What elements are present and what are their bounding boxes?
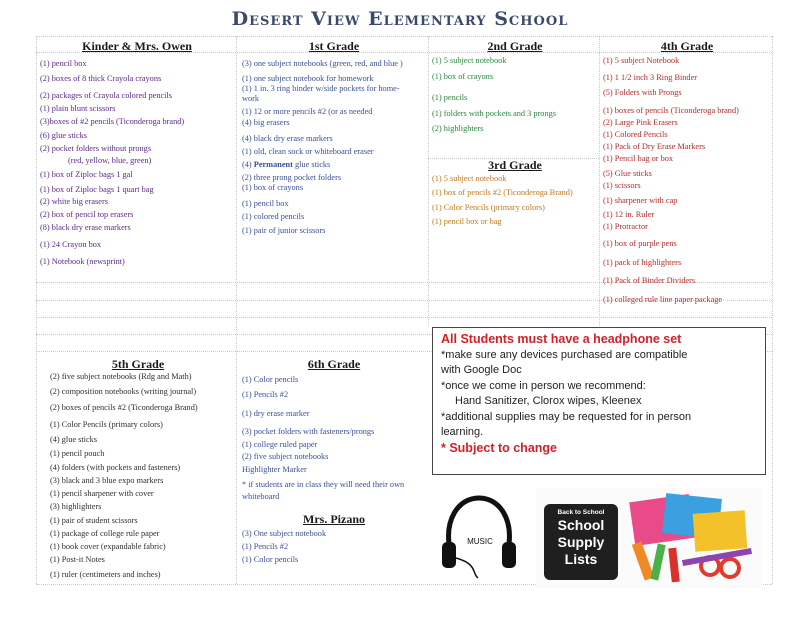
second-grade-column: [432, 39, 598, 134]
list-item: (1) pair of junior scissors: [242, 226, 326, 235]
first-grade-column: [242, 39, 426, 236]
fourth-grade-title: 4th Grade: [660, 39, 714, 53]
notice-line: *once we come in person we recommend:: [441, 379, 646, 392]
pizano-title: Mrs. Pizano: [303, 512, 365, 526]
notice-line: *make sure any devices purchased are compatible: [441, 348, 688, 361]
list-item: (1) Colored Pencils: [603, 130, 668, 139]
list-item: (1) Pack of Binder Dividers: [603, 276, 696, 285]
list-item: (1) plain blunt scissors: [40, 104, 116, 113]
list-item: (1) pencils: [432, 93, 468, 102]
list-item: (2) Large Pink Erasers: [603, 118, 678, 127]
list-item: (1) scissors: [603, 181, 641, 190]
list-item: (1) pencil sharpener with cover: [50, 489, 154, 498]
notice-line: *additional supplies may be requested for in person: [441, 410, 692, 423]
list-item: (3) pocket folders with fasteners/prongs: [242, 427, 375, 436]
grid-line: [428, 36, 429, 326]
list-item: (2) five subject notebooks (Rdg and Math): [50, 372, 192, 381]
second-grade-title: 2nd Grade: [487, 39, 543, 53]
sign-line: Lists: [564, 551, 598, 567]
list-item: (1) Protractor: [603, 222, 648, 231]
list-item: (2) five subject notebooks: [242, 452, 329, 461]
list-item: (2) boxes of pencils #2 (Ticonderoga Brand): [50, 403, 198, 412]
notice-line: with Google Doc: [441, 364, 522, 376]
list-item: (1) one subject notebook for homework: [242, 74, 374, 83]
list-item: (1) Notebook (newsprint): [40, 257, 125, 266]
grid-line: [236, 36, 237, 584]
list-item: (8) black dry erase markers: [40, 223, 131, 232]
list-item: (4) big erasers: [242, 118, 290, 127]
list-item: (1) Color pencils: [242, 555, 299, 564]
list-item: (1) boxes of pencils (Ticonderoga brand): [603, 106, 739, 115]
list-item: (1) pencil box: [242, 199, 289, 208]
list-item: (5) Folders with Prongs: [603, 88, 682, 97]
kinder-title: Kinder & Mrs. Owen: [82, 39, 192, 53]
list-item: (1) colleged rule line paper package: [603, 295, 723, 304]
list-item: (2) packages of Crayola colored pencils: [40, 91, 173, 100]
list-item: (1) Post-it Notes: [50, 555, 105, 564]
list-item: (3) highlighters: [50, 502, 102, 511]
list-item: (1) 5 subject notebook: [432, 174, 507, 183]
list-item: (1) pencil pouch: [50, 449, 105, 458]
list-item: (1) sharpener with cap: [603, 196, 678, 205]
supply-sign: [544, 504, 618, 580]
sixth-grade-title: 6th Grade: [307, 357, 361, 371]
list-item: (1) 12 or more pencils #2 (or as needed: [242, 107, 373, 116]
list-item: (1) old, clean sock or whiteboard eraser: [242, 147, 374, 156]
notice-line: Hand Sanitizer, Clorox wipes, Kleenex: [455, 395, 642, 407]
list-item: (1) 5 subject Notebook: [603, 56, 680, 65]
grid-line: [36, 317, 772, 318]
fourth-grade-column: [603, 39, 771, 305]
list-item: (1) box of crayons: [432, 72, 494, 81]
list-item: (1) Color Pencils (primary colors): [50, 420, 163, 429]
list-item: (1) 12 in. Ruler: [603, 210, 655, 219]
list-item: (1) pencil box or bag: [432, 217, 502, 226]
fifth-grade-title: 5th Grade: [111, 357, 165, 371]
grid-line: [36, 36, 772, 37]
list-item: (1) Pack of Dry Erase Markers: [603, 142, 706, 151]
list-item: (1) 1 in. 3 ring binder w/side pockets for home-: [242, 84, 400, 93]
sign-line: Supply: [557, 534, 605, 550]
third-grade-title: 3rd Grade: [488, 158, 542, 172]
list-item: (1) Color Pencils (primary colors): [432, 203, 545, 212]
list-item: (1) pencil box: [40, 59, 87, 68]
permanent-label: Permanent: [253, 160, 293, 169]
list-item: whiteboard: [242, 492, 280, 501]
list-item: (3)boxes of #2 pencils (Ticonderoga brand): [40, 117, 185, 126]
grid-line: [772, 36, 773, 584]
list-item: (1) Color pencils: [242, 375, 299, 384]
list-item: (2) boxes of 8 thick Crayola crayons: [40, 74, 162, 83]
list-item: (2) white big erasers: [40, 197, 108, 206]
list-item: (1) book cover (expandable fabric): [50, 542, 166, 551]
list-item: (2) three prong pocket folders: [242, 173, 342, 182]
list-item: (2) box of pencil top erasers: [40, 210, 134, 219]
sixth-grade-column: [242, 357, 426, 502]
headphone-notice: [432, 327, 766, 475]
list-item: (1) 24 Crayon box: [40, 240, 102, 249]
list-item: (2) composition notebooks (writing journal): [50, 387, 197, 396]
list-item: (1) colored pencils: [242, 212, 305, 221]
list-item: (3) One subject notebook: [242, 529, 327, 538]
subject-to-change: * Subject to change: [441, 440, 557, 455]
list-item: (3) black and 3 blue expo markers: [50, 476, 164, 485]
list-item-text: glue sticks: [292, 160, 331, 169]
list-item: (5) Glue sticks: [603, 169, 652, 178]
list-item: work: [242, 94, 260, 103]
pizano-column: [242, 512, 426, 565]
list-item: [242, 160, 426, 170]
list-item: (1) college ruled paper: [242, 440, 318, 449]
list-item: (1) folders with pockets and 3 prongs: [432, 109, 556, 118]
page-title: Desert View Elementary School: [231, 8, 569, 30]
list-item: (6) glue sticks: [40, 131, 88, 140]
list-item: (4) glue sticks: [50, 435, 98, 444]
list-item: (3) one subject notebooks (green, red, and blue ): [242, 59, 403, 68]
list-item: (1) box of purple pens: [603, 239, 677, 248]
notice-headline: All Students must have a headphone set: [441, 332, 682, 346]
headphone-label: MUSIC: [467, 537, 493, 546]
list-item: (1) Pencils #2: [242, 542, 289, 551]
list-item: (4) black dry erase markers: [242, 134, 333, 143]
list-item: (1) pair of student scissors: [50, 516, 138, 525]
fifth-grade-column: [42, 357, 234, 580]
list-item: (1) box of Ziploc bags 1 gal: [40, 170, 133, 179]
list-item-qty: (4): [242, 160, 254, 169]
sign-line: School: [557, 517, 605, 533]
list-item: (1) 5 subject notebook: [432, 56, 507, 65]
list-item: (4) folders (with pockets and fasteners): [50, 463, 181, 472]
first-grade-title: 1st Grade: [308, 39, 360, 53]
list-item: (1) pack of highlighters: [603, 258, 682, 267]
list-item: (1) Pencils #2: [242, 390, 289, 399]
list-item: (1) package of college rule paper: [50, 529, 160, 538]
notice-line: learning.: [441, 426, 484, 438]
list-item: (2) highlighters: [432, 124, 484, 133]
list-item: (1) Pencil bag or box: [603, 154, 674, 163]
supplies-illustration: [624, 492, 758, 586]
third-grade-column: [432, 158, 598, 227]
kinder-column: [40, 39, 234, 267]
grid-line: [599, 36, 600, 326]
list-item: (1) box of crayons: [242, 183, 304, 192]
list-item: Highlighter Marker: [242, 465, 307, 474]
list-item: * if students are in class they will need their own: [242, 480, 405, 489]
list-item: (red, yellow, blue, green): [68, 156, 152, 165]
list-item: (1) box of pencils #2 (Ticonderoga Brand): [432, 188, 573, 197]
list-item: (1) dry erase marker: [242, 409, 310, 418]
list-item: (1) 1 1/2 inch 3 Ring Binder: [603, 73, 698, 82]
sign-top-text: Back to School: [557, 509, 605, 516]
school-supply-image: [536, 488, 762, 588]
headphone-icon: [438, 492, 520, 580]
list-item: (1) ruler (centimeters and inches): [50, 570, 161, 579]
list-item: (2) pocket folders without prongs: [40, 144, 152, 153]
list-item: (1) box of Ziploc bags 1 quart bag: [40, 185, 154, 194]
grid-line: [36, 36, 37, 584]
